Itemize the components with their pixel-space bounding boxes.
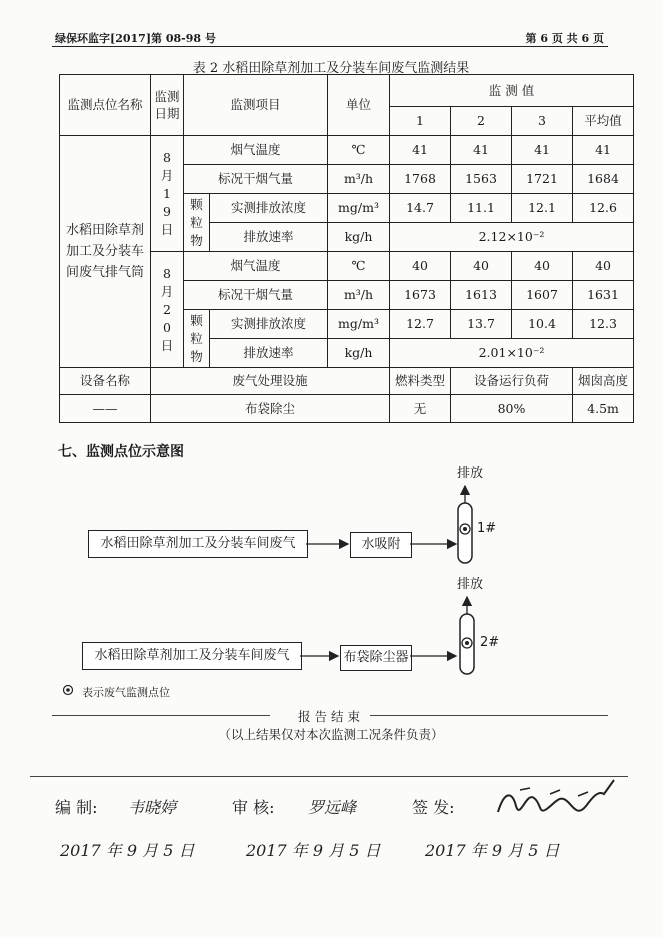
equip-name: —— bbox=[60, 395, 151, 423]
value-cell: 40 bbox=[512, 252, 573, 281]
header-v2: 2 bbox=[451, 107, 512, 136]
unit-cell: kg/h bbox=[328, 223, 390, 252]
report-end: 报告结束 bbox=[297, 709, 364, 724]
issue-label: 签 发: bbox=[412, 798, 455, 817]
value-cell: 40 bbox=[451, 252, 512, 281]
review-label: 审 核: bbox=[232, 798, 275, 817]
equip-header-chimney: 烟囱高度 bbox=[573, 368, 634, 395]
avg-cell: 41 bbox=[573, 136, 634, 165]
header-avg: 平均值 bbox=[573, 107, 634, 136]
point-label-2: 2# bbox=[480, 635, 500, 650]
value-cell: 14.7 bbox=[390, 194, 451, 223]
value-cell: 40 bbox=[390, 252, 451, 281]
item-cell: 烟气温度 bbox=[184, 136, 328, 165]
value-cell: 1768 bbox=[390, 165, 451, 194]
header-date: 监测日期 bbox=[151, 75, 184, 136]
treatment-box-1: 水吸附 bbox=[350, 532, 412, 558]
point-label-1: 1# bbox=[477, 521, 497, 536]
equip-header-load: 设备运行负荷 bbox=[451, 368, 573, 395]
treatment-box-2: 布袋除尘器 bbox=[340, 645, 412, 671]
value-cell: 41 bbox=[390, 136, 451, 165]
avg-cell: 12.3 bbox=[573, 310, 634, 339]
exhaust-label-1: 排放 bbox=[457, 466, 484, 481]
location-cell: 水稻田除草剂加工及分装车间废气排气筒 bbox=[60, 136, 151, 368]
exhaust-label-2: 排放 bbox=[457, 577, 484, 592]
equip-load: 80% bbox=[451, 395, 573, 423]
equip-chimney: 4.5m bbox=[573, 395, 634, 423]
report-note: （以上结果仅对本次监测工况条件负责） bbox=[218, 727, 444, 742]
compile-date: 2017 年 9 月 5 日 bbox=[60, 841, 195, 860]
header-location: 监测点位名称 bbox=[60, 75, 151, 136]
value-cell: 12.1 bbox=[512, 194, 573, 223]
item-cell: 烟气温度 bbox=[184, 252, 328, 281]
unit-cell: m³/h bbox=[328, 165, 390, 194]
value-cell: 41 bbox=[512, 136, 573, 165]
header-v3: 3 bbox=[512, 107, 573, 136]
value-cell: 11.1 bbox=[451, 194, 512, 223]
source-box-1: 水稻田除草剂加工及分装车间废气 bbox=[88, 530, 308, 558]
header-v1: 1 bbox=[390, 107, 451, 136]
particulate-cell: 颗粒物 bbox=[184, 310, 210, 368]
equip-fuel: 无 bbox=[390, 395, 451, 423]
value-cell: 1613 bbox=[451, 281, 512, 310]
section-title: 七、监测点位示意图 bbox=[58, 444, 184, 460]
item-cell: 排放速率 bbox=[210, 339, 328, 368]
value-cell: 1673 bbox=[390, 281, 451, 310]
compile-label: 编 制: bbox=[55, 798, 98, 817]
compile-signature: 韦晓婷 bbox=[128, 798, 177, 817]
unit-cell: mg/m³ bbox=[328, 194, 390, 223]
page-info: 第 6 页 共 6 页 bbox=[525, 32, 604, 45]
item-cell: 排放速率 bbox=[210, 223, 328, 252]
unit-cell: m³/h bbox=[328, 281, 390, 310]
issue-date: 2017 年 9 月 5 日 bbox=[425, 841, 560, 860]
equip-header-name: 设备名称 bbox=[60, 368, 151, 395]
unit-cell: kg/h bbox=[328, 339, 390, 368]
avg-cell: 1684 bbox=[573, 165, 634, 194]
header-values: 监 测 值 bbox=[390, 75, 634, 107]
date-cell: 8月20日 bbox=[151, 252, 184, 368]
value-cell: 12.7 bbox=[390, 310, 451, 339]
equip-header-fuel: 燃料类型 bbox=[390, 368, 451, 395]
equip-facility: 布袋除尘 bbox=[151, 395, 390, 423]
item-cell: 实测排放浓度 bbox=[210, 194, 328, 223]
header-unit: 单位 bbox=[328, 75, 390, 136]
value-cell: 13.7 bbox=[451, 310, 512, 339]
avg-cell: 12.6 bbox=[573, 194, 634, 223]
value-cell: 10.4 bbox=[512, 310, 573, 339]
avg-cell: 40 bbox=[573, 252, 634, 281]
avg-cell: 1631 bbox=[573, 281, 634, 310]
date-cell: 8月19日 bbox=[151, 136, 184, 252]
item-cell: 实测排放浓度 bbox=[210, 310, 328, 339]
header-item: 监测项目 bbox=[184, 75, 328, 136]
rate-value-cell: 2.01×10⁻² bbox=[390, 339, 634, 368]
legend-text: 表示废气监测点位 bbox=[82, 686, 170, 699]
unit-cell: mg/m³ bbox=[328, 310, 390, 339]
rate-value-cell: 2.12×10⁻² bbox=[390, 223, 634, 252]
value-cell: 1721 bbox=[512, 165, 573, 194]
table-caption: 表 2 水稻田除草剂加工及分装车间废气监测结果 bbox=[192, 61, 470, 76]
value-cell: 1607 bbox=[512, 281, 573, 310]
review-date: 2017 年 9 月 5 日 bbox=[246, 841, 381, 860]
particulate-cell: 颗粒物 bbox=[184, 194, 210, 252]
item-cell: 标况干烟气量 bbox=[184, 281, 328, 310]
doc-number: 绿保环监字[2017]第 08-98 号 bbox=[55, 32, 216, 45]
value-cell: 1563 bbox=[451, 165, 512, 194]
value-cell: 41 bbox=[451, 136, 512, 165]
review-signature: 罗远峰 bbox=[308, 798, 357, 817]
unit-cell: ℃ bbox=[328, 136, 390, 165]
issue-signature-image bbox=[490, 772, 620, 832]
equip-header-facility: 废气处理设施 bbox=[151, 368, 390, 395]
unit-cell: ℃ bbox=[328, 252, 390, 281]
item-cell: 标况干烟气量 bbox=[184, 165, 328, 194]
source-box-2: 水稻田除草剂加工及分装车间废气 bbox=[82, 642, 302, 670]
